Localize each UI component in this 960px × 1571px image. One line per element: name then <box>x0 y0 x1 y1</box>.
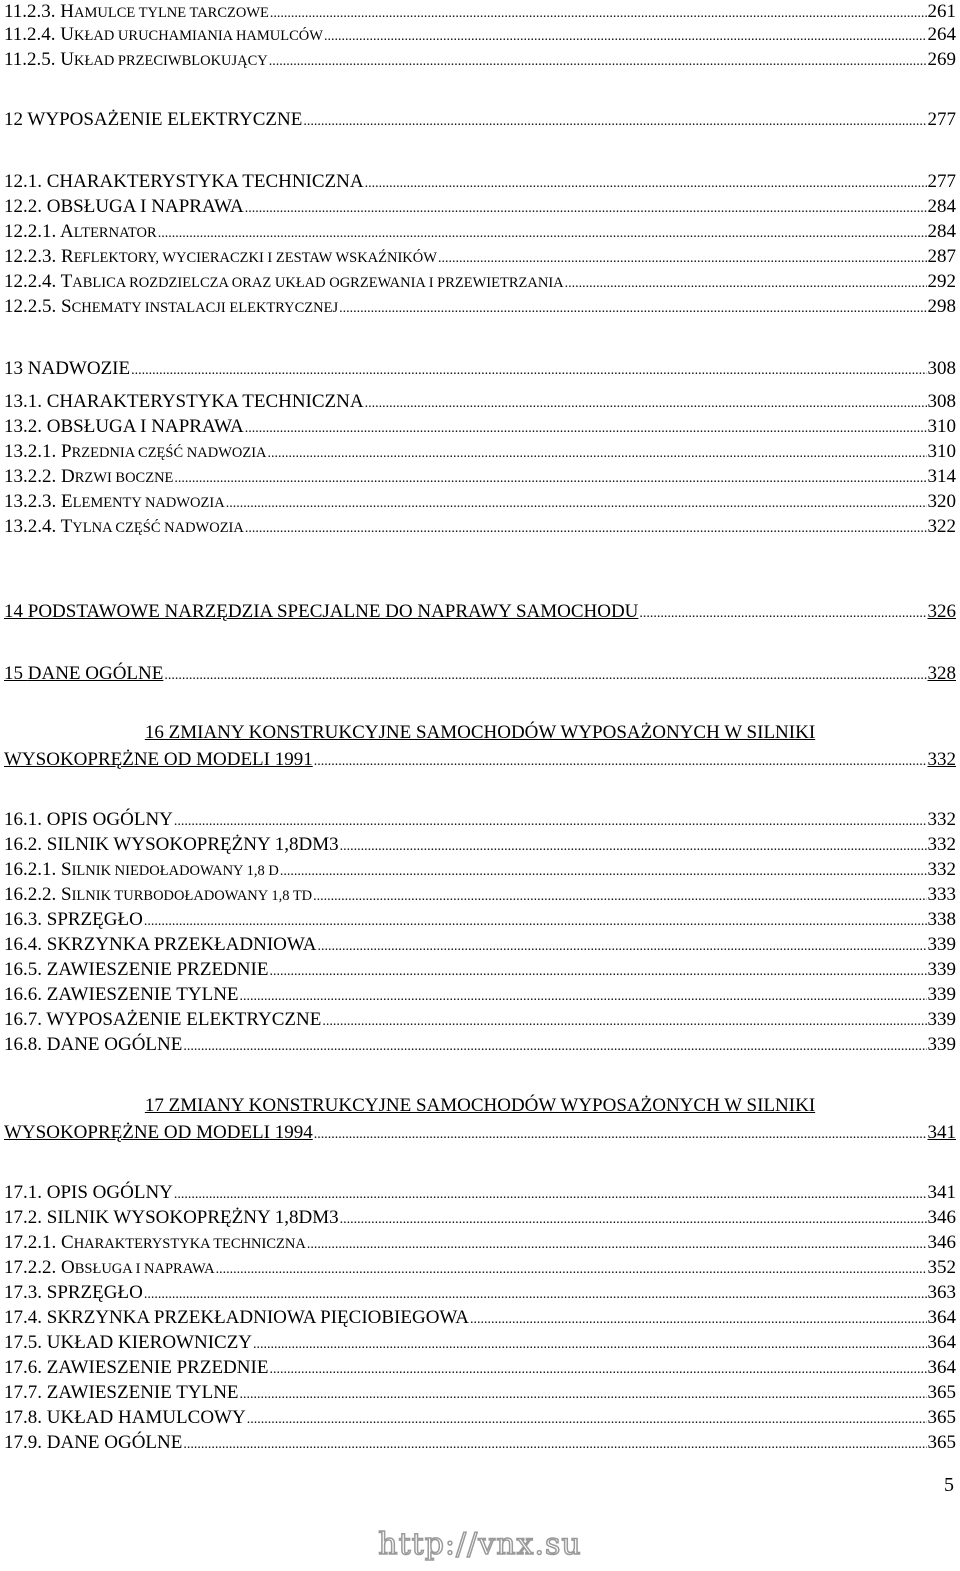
toc-dot-leader <box>639 601 926 625</box>
toc-entry[interactable] <box>4 246 956 270</box>
toc-entry-page: 341 <box>927 1182 956 1203</box>
toc-dot-leader <box>183 1034 926 1058</box>
toc-entry-label: NADWOZIE <box>27 358 131 379</box>
toc-entry-page: 339 <box>927 934 956 955</box>
toc-entry[interactable] <box>4 491 956 515</box>
toc-entry-page: 365 <box>927 1382 956 1403</box>
toc-entry-title <box>4 221 157 244</box>
toc-dot-leader <box>438 246 927 270</box>
toc-entry-initial: R <box>61 246 74 267</box>
toc-entry-page: 284 <box>927 196 956 217</box>
toc-dot-leader <box>144 909 927 933</box>
toc-entry-label: SPRZĘGŁO <box>46 1282 143 1303</box>
toc-entry-label: WYSOKOPRĘŻNE OD MODELI 1991 <box>4 749 313 770</box>
toc-entry-number: 17.2.2. <box>4 1257 57 1278</box>
toc-dot-leader <box>253 1332 926 1356</box>
toc-entry-title <box>4 959 268 981</box>
toc-entry[interactable] <box>4 809 956 833</box>
toc-entry-initial: S <box>61 884 72 905</box>
toc-entry[interactable] <box>4 984 956 1008</box>
toc-entry-number: 17.6. <box>4 1357 42 1378</box>
toc-entry-title <box>4 1257 215 1280</box>
toc-entry-title <box>4 1034 182 1056</box>
toc-entry-label: WYPOSAŻENIE ELEKTRYCZNE <box>27 109 303 130</box>
toc-entry-page: 365 <box>927 1407 956 1428</box>
toc-entry-page: 261 <box>927 1 956 22</box>
toc-entry-number: 12.2.4. <box>4 271 57 292</box>
toc-entry-title <box>4 441 267 464</box>
toc-entry[interactable] <box>4 834 956 858</box>
toc-entry-number: 12.1. <box>4 171 42 192</box>
toc-entry-title <box>4 1182 173 1204</box>
toc-entry-page: 308 <box>927 391 956 412</box>
toc-entry-number: 12.2.3. <box>4 246 57 267</box>
toc-entry-number: 17.4. <box>4 1307 42 1328</box>
toc-entry-page: 264 <box>927 24 956 45</box>
toc-entry[interactable] <box>4 358 956 382</box>
toc-entry[interactable] <box>4 663 956 687</box>
toc-dot-leader <box>322 1009 926 1033</box>
toc-entry-title <box>4 246 437 269</box>
toc-entry-label: DANE OGÓLNE <box>46 1034 183 1055</box>
toc-entry-initial: E <box>61 491 73 512</box>
toc-entry-title <box>4 1282 143 1304</box>
toc-entry-label: OBSŁUGA I NAPRAWA <box>46 196 244 217</box>
toc-dot-leader <box>269 49 927 73</box>
toc-entry-label: SPRZĘGŁO <box>46 909 143 930</box>
toc-entry[interactable] <box>4 934 956 958</box>
toc-dot-leader <box>268 441 927 465</box>
toc-entry-page: 365 <box>927 1432 956 1453</box>
toc-entry[interactable] <box>4 1407 956 1431</box>
toc-dot-leader <box>365 171 927 195</box>
toc-entry-initial: A <box>59 221 74 242</box>
toc-entry-title <box>4 984 239 1006</box>
toc-entry-page: 326 <box>927 601 956 622</box>
toc-entry[interactable] <box>4 909 956 933</box>
toc-entry[interactable] <box>4 1357 956 1381</box>
toc-entry-title <box>4 834 339 856</box>
toc-entry-title <box>4 1207 339 1229</box>
toc-entry-label: UKŁAD HAMULCOWY <box>46 1407 246 1428</box>
toc-entry-label: RZWI BOCZNE <box>74 470 174 486</box>
toc-entry[interactable] <box>4 49 956 73</box>
toc-dot-leader <box>174 1182 927 1206</box>
toc-entry[interactable] <box>4 466 956 490</box>
toc-entry-number: 16.2. <box>4 834 42 855</box>
toc-dot-leader <box>226 491 927 515</box>
chapter-17-heading[interactable]: 17 ZMIANY KONSTRUKCYJNE SAMOCHODÓW WYPOSAŻONYCH W SILNIKI <box>144 1095 816 1116</box>
toc-entry[interactable] <box>4 1122 956 1146</box>
toc-entry-title <box>4 466 173 489</box>
toc-entry-title <box>4 1382 239 1404</box>
toc-entry-number: 16.2.1. <box>4 859 57 880</box>
toc-dot-leader <box>164 663 926 687</box>
toc-entry-number: 12.2.5. <box>4 296 57 317</box>
toc-entry-label: SKRZYNKA PRZEKŁADNIOWA PIĘCIOBIEGOWA <box>46 1307 469 1328</box>
toc-dot-leader <box>174 809 927 833</box>
toc-entry-number: 16.4. <box>4 934 42 955</box>
toc-entry-number: 16.3. <box>4 909 42 930</box>
toc-entry-initial: T <box>60 271 73 292</box>
toc-dot-leader <box>365 391 927 415</box>
toc-entry-label: ZAWIESZENIE PRZEDNIE <box>46 1357 269 1378</box>
toc-entry[interactable] <box>4 24 956 48</box>
toc-entry-initial: D <box>61 466 75 487</box>
toc-entry-page: 269 <box>927 49 956 70</box>
toc-entry-number: 17.8. <box>4 1407 42 1428</box>
toc-entry-label: EFLEKTORY, WYCIERACZKI I ZESTAW WSKAŹNIKÓW <box>73 250 437 266</box>
toc-entry-number: 17.2.1. <box>4 1232 57 1253</box>
toc-entry-label: ABLICA ROZDZIELCZA ORAZ UKŁAD OGRZEWANIA I PRZEWIETRZANIA <box>72 275 564 291</box>
toc-entry-page: 284 <box>927 221 956 242</box>
toc-entry-number: 14 <box>4 601 23 622</box>
toc-entry[interactable] <box>4 859 956 883</box>
toc-entry-page: 287 <box>927 246 956 267</box>
toc-entry-number: 13.2.4. <box>4 516 57 537</box>
toc-entry-number: 17.3. <box>4 1282 42 1303</box>
toc-dot-leader <box>216 1257 927 1281</box>
toc-entry-title <box>4 271 564 294</box>
toc-entry-page: 332 <box>927 749 956 770</box>
toc-entry-number: 13.1. <box>4 391 42 412</box>
toc-entry[interactable] <box>4 601 956 625</box>
toc-dot-leader <box>565 271 927 295</box>
toc-entry-label: SKRZYNKA PRZEKŁADNIOWA <box>46 934 317 955</box>
toc-entry-initial: U <box>60 24 75 45</box>
toc-entry[interactable] <box>4 1307 956 1331</box>
toc-dot-leader <box>269 959 926 983</box>
toc-entry-title <box>4 601 638 623</box>
toc-entry-page: 298 <box>927 296 956 317</box>
toc-entry-page: 308 <box>927 358 956 379</box>
toc-dot-leader <box>340 834 927 858</box>
toc-entry-number: 12.2. <box>4 196 42 217</box>
toc-entry-number: 13 <box>4 358 23 379</box>
toc-entry-label: ZAWIESZENIE TYLNE <box>46 1382 239 1403</box>
toc-entry-title <box>4 1 269 24</box>
toc-entry-title <box>4 1307 469 1329</box>
toc-entry[interactable] <box>4 884 956 908</box>
toc-dot-leader <box>245 516 927 540</box>
toc-dot-leader <box>183 1432 926 1456</box>
toc-entry[interactable] <box>4 1332 956 1356</box>
toc-entry-label: OPIS OGÓLNY <box>46 809 173 830</box>
toc-entry[interactable] <box>4 516 956 540</box>
toc-entry-initial: H <box>60 1 75 22</box>
toc-entry-title <box>4 1357 268 1379</box>
toc-entry[interactable] <box>4 196 956 220</box>
toc-entry-number: 17.7. <box>4 1382 42 1403</box>
toc-entry-page: 346 <box>927 1232 956 1253</box>
toc-dot-leader <box>269 1357 926 1381</box>
toc-entry-number: 16.7. <box>4 1009 42 1030</box>
toc-entry-label: SILNIK WYSOKOPRĘŻNY 1,8DM3 <box>46 1207 339 1228</box>
toc-entry-page: 339 <box>927 959 956 980</box>
toc-dot-leader <box>280 859 927 883</box>
toc-entry-title <box>4 296 338 319</box>
toc-entry-label: OBSŁUGA I NAPRAWA <box>46 416 244 437</box>
toc-entry-initial: S <box>61 296 72 317</box>
toc-entry-page: 339 <box>927 984 956 1005</box>
toc-entry-title <box>4 1122 313 1144</box>
toc-dot-leader <box>340 1207 927 1231</box>
toc-entry-number: 13.2. <box>4 416 42 437</box>
toc-dot-leader <box>245 196 927 220</box>
toc-entry-title <box>4 809 173 831</box>
toc-entry-title <box>4 1332 252 1354</box>
toc-entry-page: 277 <box>927 109 956 130</box>
toc-entry-number: 13.2.2. <box>4 466 57 487</box>
toc-entry-label: ZAWIESZENIE PRZEDNIE <box>46 959 269 980</box>
toc-entry[interactable] <box>4 1207 956 1231</box>
toc-entry-page: 364 <box>927 1357 956 1378</box>
toc-entry-title <box>4 749 313 771</box>
toc-entry-title <box>4 109 302 131</box>
toc-entry-title <box>4 663 163 685</box>
toc-entry-label: CHARAKTERYSTYKA TECHNICZNA <box>46 171 364 192</box>
toc-entry[interactable] <box>4 221 956 245</box>
toc-dot-leader <box>131 358 926 382</box>
toc-dot-leader <box>247 1407 927 1431</box>
toc-entry-label: WYPOSAŻENIE ELEKTRYCZNE <box>46 1009 322 1030</box>
toc-entry-label: LTERNATOR <box>73 225 157 241</box>
toc-entry-label: BSŁUGA I NAPRAWA <box>74 1261 215 1277</box>
toc-entry-page: 341 <box>927 1122 956 1143</box>
toc-entry-title <box>4 1009 321 1031</box>
toc-entry-initial: P <box>61 441 72 462</box>
toc-entry-label: DANE OGÓLNE <box>46 1432 183 1453</box>
toc-entry[interactable] <box>4 1034 956 1058</box>
toc-entry-number: 13.2.1. <box>4 441 57 462</box>
toc-dot-leader <box>339 296 926 320</box>
toc-entry-page: 314 <box>927 466 956 487</box>
toc-entry-page: 332 <box>927 834 956 855</box>
toc-entry-title <box>4 516 244 539</box>
toc-entry-number: 12 <box>4 109 23 130</box>
toc-entry[interactable] <box>4 1432 956 1456</box>
toc-entry-label: DANE OGÓLNE <box>27 663 164 684</box>
toc-dot-leader <box>270 1 927 25</box>
toc-entry-number: 16.2.2. <box>4 884 57 905</box>
toc-entry-label: CHEMATY INSTALACJI ELEKTRYCZNEJ <box>71 300 339 316</box>
toc-entry[interactable] <box>4 296 956 320</box>
toc-entry-number: 11.2.3. <box>4 1 56 22</box>
toc-entry-number: 17.1. <box>4 1182 42 1203</box>
toc-entry-label: CHARAKTERYSTYKA TECHNICZNA <box>46 391 364 412</box>
toc-entry-title <box>4 909 143 931</box>
toc-entry-page: 332 <box>927 859 956 880</box>
toc-entry-number: 16.5. <box>4 959 42 980</box>
toc-entry[interactable] <box>4 959 956 983</box>
toc-dot-leader <box>144 1282 927 1306</box>
toc-dot-leader <box>307 1232 927 1256</box>
toc-entry-number: 12.2.1. <box>4 221 57 242</box>
toc-entry-label: UKŁAD KIEROWNICZY <box>46 1332 253 1353</box>
toc-dot-leader <box>240 1382 927 1406</box>
toc-dot-leader <box>158 221 927 245</box>
toc-entry-title <box>4 196 244 218</box>
toc-entry-label: LEMENTY NADWOZIA <box>72 495 225 511</box>
toc-dot-leader <box>314 1122 927 1146</box>
toc-entry-initial: U <box>60 49 75 70</box>
toc-dot-leader <box>324 24 927 48</box>
toc-entry[interactable] <box>4 749 956 773</box>
toc-entry[interactable] <box>4 1182 956 1206</box>
toc-entry[interactable] <box>4 441 956 465</box>
toc-entry[interactable] <box>4 1009 956 1033</box>
toc-entry-page: 363 <box>927 1282 956 1303</box>
toc-dot-leader <box>470 1307 927 1331</box>
toc-entry-page: 332 <box>927 809 956 830</box>
toc-dot-leader <box>317 934 926 958</box>
toc-entry-page: 320 <box>927 491 956 512</box>
toc-entry-number: 11.2.4. <box>4 24 56 45</box>
toc-entry-title <box>4 391 364 413</box>
toc-entry-label: WYSOKOPRĘŻNE OD MODELI 1994 <box>4 1122 313 1143</box>
toc-entry[interactable] <box>4 271 956 295</box>
toc-entry-title <box>4 24 323 47</box>
toc-entry-initial: C <box>61 1232 74 1253</box>
toc-entry-number: 15 <box>4 663 23 684</box>
toc-entry-label: KŁAD URUCHAMIANIA HAMULCÓW <box>74 28 323 44</box>
toc-dot-leader <box>314 749 927 773</box>
toc-entry-title <box>4 171 364 193</box>
toc-entry-page: 346 <box>927 1207 956 1228</box>
toc-entry[interactable] <box>4 1257 956 1281</box>
toc-dot-leader <box>174 466 926 490</box>
toc-entry-label: KŁAD PRZECIWBLOKUJĄCY <box>74 53 268 69</box>
toc-entry-title <box>4 884 312 907</box>
toc-entry[interactable] <box>4 1382 956 1406</box>
toc-dot-leader <box>303 109 926 133</box>
toc-entry-title <box>4 358 130 380</box>
toc-entry-title <box>4 859 279 882</box>
toc-entry-title <box>4 1232 306 1255</box>
toc-entry-label: HARAKTERYSTYKA TECHNICZNA <box>73 1236 306 1252</box>
toc-entry-number: 17.2. <box>4 1207 42 1228</box>
toc-entry-number: 16.1. <box>4 809 42 830</box>
toc-entry-number: 16.8. <box>4 1034 42 1055</box>
toc-entry-label: OPIS OGÓLNY <box>46 1182 173 1203</box>
toc-entry-title <box>4 491 225 514</box>
toc-entry[interactable] <box>4 391 956 415</box>
toc-entry-page: 292 <box>927 271 956 292</box>
toc-entry[interactable] <box>4 171 956 195</box>
toc-entry-title <box>4 934 316 956</box>
toc-entry-number: 17.5. <box>4 1332 42 1353</box>
toc-entry-number: 11.2.5. <box>4 49 56 70</box>
toc-entry-number: 17.9. <box>4 1432 42 1453</box>
toc-entry-page: 339 <box>927 1034 956 1055</box>
toc-dot-leader <box>245 416 927 440</box>
toc-entry-page: 364 <box>927 1332 956 1353</box>
toc-entry-page: 364 <box>927 1307 956 1328</box>
toc-entry-label: ILNIK NIEDOŁADOWANY 1,8 D <box>71 863 279 879</box>
toc-entry-title <box>4 49 268 72</box>
footer-watermark-url: http://vnx.su <box>378 1527 582 1562</box>
toc-entry-label: SILNIK WYSOKOPRĘŻNY 1,8DM3 <box>46 834 339 855</box>
toc-entry-number: 16.6. <box>4 984 42 1005</box>
toc-entry-initial: S <box>61 859 72 880</box>
toc-entry-label: RZEDNIA CZĘŚĆ NADWOZIA <box>71 445 267 461</box>
toc-entry-label: ILNIK TURBODOŁADOWANY 1,8 TD <box>71 888 313 904</box>
toc-entry-label: YLNA CZĘŚĆ NADWOZIA <box>72 520 244 536</box>
toc-entry[interactable] <box>4 1282 956 1306</box>
toc-entry-label: AMULCE TYLNE TARCZOWE <box>74 5 269 21</box>
toc-entry-page: 328 <box>927 663 956 684</box>
toc-entry-page: 310 <box>927 416 956 437</box>
toc-entry-initial: T <box>60 516 73 537</box>
toc-entry-page: 333 <box>927 884 956 905</box>
toc-entry-page: 338 <box>927 909 956 930</box>
toc-entry-page: 352 <box>927 1257 956 1278</box>
page-number: 5 <box>944 1474 954 1496</box>
toc-entry-initial: O <box>61 1257 75 1278</box>
toc-entry-page: 310 <box>927 441 956 462</box>
toc-entry[interactable] <box>4 1232 956 1256</box>
toc-entry-number: 13.2.3. <box>4 491 57 512</box>
toc-entry-label: ZAWIESZENIE TYLNE <box>46 984 239 1005</box>
toc-entry-page: 339 <box>927 1009 956 1030</box>
toc-entry[interactable] <box>4 416 956 440</box>
toc-dot-leader <box>313 884 926 908</box>
toc-entry[interactable] <box>4 1 956 25</box>
toc-entry-label: PODSTAWOWE NARZĘDZIA SPECJALNE DO NAPRAWY SAMOCHODU <box>27 601 639 622</box>
toc-dot-leader <box>240 984 927 1008</box>
chapter-16-heading[interactable]: 16 ZMIANY KONSTRUKCYJNE SAMOCHODÓW WYPOSAŻONYCH W SILNIKI <box>144 722 816 743</box>
toc-entry-page: 322 <box>927 516 956 537</box>
toc-entry-title <box>4 416 244 438</box>
toc-entry-title <box>4 1407 246 1429</box>
toc-entry-page: 277 <box>927 171 956 192</box>
toc-entry[interactable] <box>4 109 956 133</box>
toc-entry-title <box>4 1432 182 1454</box>
